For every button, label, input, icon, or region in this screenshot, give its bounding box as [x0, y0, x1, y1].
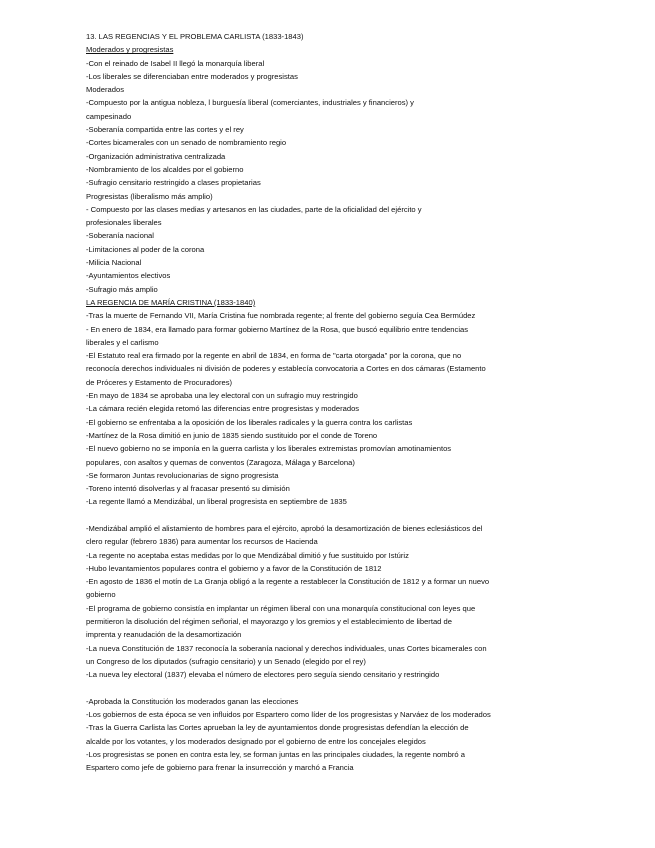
text-line: - Compuesto por las clases medias y artesanos en las ciudades, parte de la oficialidad del ejército y — [86, 204, 422, 214]
text-line: un Congreso de los diputados (sufragio censitario) y un Senado (elegido por el rey) — [86, 656, 366, 666]
text-line: permitieron la disolución del régimen señorial, el mayorazgo y los gremios y el establecimiento de libertad de — [86, 617, 452, 627]
section-heading-moderados-progresistas: Moderados y progresistas — [86, 45, 174, 55]
text-line: reconocía derechos individuales ni división de poderes y establecía convocatoria a Cortes en dos cámaras (Estamento — [86, 364, 486, 374]
text-line: -La regente llamó a Mendizábal, un liberal progresista en septiembre de 1835 — [86, 497, 347, 507]
text-line: -Toreno intentó disolverlas y al fracasar presentó su dimisión — [86, 484, 290, 494]
text-line: -Aprobada la Constitución los moderados ganan las elecciones — [86, 696, 299, 706]
text-line: -Soberanía compartida entre las cortes y el rey — [86, 125, 244, 135]
text-line: -El Estatuto real era firmado por la regente en abril de 1834, en forma de "carta otorgada" por la corona, que no — [86, 351, 462, 361]
section2-block1 — [86, 309, 646, 508]
text-line: alcalde por los votantes, y los moderados designado por el gobierno de entre los concejales elegidos — [86, 736, 426, 746]
text-line: -La nueva ley electoral (1837) elevaba el número de electores pero seguía siendo censitario y restringido — [86, 670, 440, 680]
section-heading-regencia-maria-cristina: LA REGENCIA DE MARÍA CRISTINA (1833-1840) — [86, 297, 256, 307]
text-line: -Nombramiento de los alcaldes por el gobierno — [86, 164, 244, 174]
text-line: -En agosto de 1836 el motín de La Granja obligó a la regente a restablecer la Constitución de 1812 y a formar un nuevo — [86, 577, 490, 587]
text-line: -El gobierno se enfrentaba a la oposición de los liberales radicales y la guerra contra los carlistas — [86, 417, 413, 427]
text-line: - En enero de 1834, era llamado para formar gobierno Martínez de la Rosa, que buscó equilibrio entre tendencias — [86, 324, 469, 334]
document-title: 13. LAS REGENCIAS Y EL PROBLEMA CARLISTA (1833-1843) — [86, 32, 304, 41]
subheading-progresistas: Progresistas (liberalismo más amplio) — [86, 191, 213, 201]
text-line: -Organización administrativa centralizada — [86, 151, 226, 161]
text-line: campesinado — [86, 111, 132, 121]
paragraph-gap — [86, 509, 646, 522]
text-line: -Se formaron Juntas revolucionarias de signo progresista — [86, 470, 279, 480]
text-line: -Sufragio censitario restringido a clases propietarias — [86, 178, 261, 188]
text-line: -Hubo levantamientos populares contra el gobierno y a favor de la Constitución de 1812 — [86, 563, 382, 573]
text-line: -La regente no aceptaba estas medidas por lo que Mendizábal dimitió y fue sustituido por Istúriz — [86, 550, 409, 560]
text-line: -Compuesto por la antigua nobleza, l burguesía liberal (comerciantes, industriales y financieros) y — [86, 98, 414, 108]
paragraph-gap — [86, 682, 646, 695]
text-line: Espartero como jefe de gobierno para frenar la insurrección y marchó a Francia — [86, 763, 354, 773]
text-line: -Limitaciones al poder de la corona — [86, 244, 205, 254]
text-line: -La nueva Constitución de 1837 reconocía la soberanía nacional y derechos individuales, unas Cortes bicamerales con — [86, 643, 487, 653]
text-line: -Los gobiernos de esta época se ven influidos por Espartero como líder de los progresistas y Narváez de los moderados — [86, 710, 491, 720]
text-line: -Sufragio más amplio — [86, 284, 158, 294]
text-line: -Ayuntamientos electivos — [86, 271, 171, 281]
text-line: -La cámara recién elegida retomó las diferencias entre progresistas y moderados — [86, 404, 360, 414]
text-line: -Mendizábal amplió el alistamiento de hombres para el ejército, aprobó la desamortización de bienes eclesiásticos del — [86, 523, 483, 533]
text-line: clero regular (febrero 1836) para aumentar los recursos de Hacienda — [86, 537, 318, 547]
text-line: imprenta y reanudación de la desamortización — [86, 630, 242, 640]
text-line: -El nuevo gobierno no se imponía en la guerra carlista y los liberales extremistas promovían amotinamientos — [86, 444, 452, 454]
text-line: -Tras la Guerra Carlista las Cortes aprueban la ley de ayuntamientos donde progresistas defendían la elección de — [86, 723, 469, 733]
text-line: -Soberanía nacional — [86, 231, 154, 241]
subheading-moderados: Moderados — [86, 85, 124, 95]
section1-body — [86, 57, 646, 296]
text-line: -Cortes bicamerales con un senado de nombramiento regio — [86, 138, 287, 148]
text-line: -Tras la muerte de Fernando VII, María Cristina fue nombrada regente; al frente del gobierno seguía Cea Bermúdez — [86, 311, 476, 321]
text-line: -En mayo de 1834 se aprobaba una ley electoral con un sufragio muy restringido — [86, 391, 358, 401]
text-line: -Los progresistas se ponen en contra esta ley, se forman juntas en las principales ciudades, la regente nombró a — [86, 750, 465, 760]
section2-block3 — [86, 695, 646, 775]
text-line: populares, con asaltos y quemas de conventos (Zaragoza, Málaga y Barcelona) — [86, 457, 355, 467]
text-line: -Con el reinado de Isabel II llegó la monarquía liberal — [86, 58, 265, 68]
document-page — [86, 30, 646, 775]
text-line: de Próceres y Estamento de Procuradores) — [86, 377, 233, 387]
section2-block2 — [86, 522, 646, 682]
text-line: gobierno — [86, 590, 116, 600]
text-line: -Milicia Nacional — [86, 258, 142, 268]
text-line: -Los liberales se diferenciaban entre moderados y progresistas — [86, 71, 298, 81]
text-line: profesionales liberales — [86, 218, 162, 228]
text-line: -Martínez de la Rosa dimitió en junio de 1835 siendo sustituido por el conde de Toreno — [86, 430, 378, 440]
text-line: liberales y el carlismo — [86, 337, 159, 347]
text-line: -El programa de gobierno consistía en implantar un régimen liberal con una monarquía constitucional con leyes que — [86, 603, 476, 613]
